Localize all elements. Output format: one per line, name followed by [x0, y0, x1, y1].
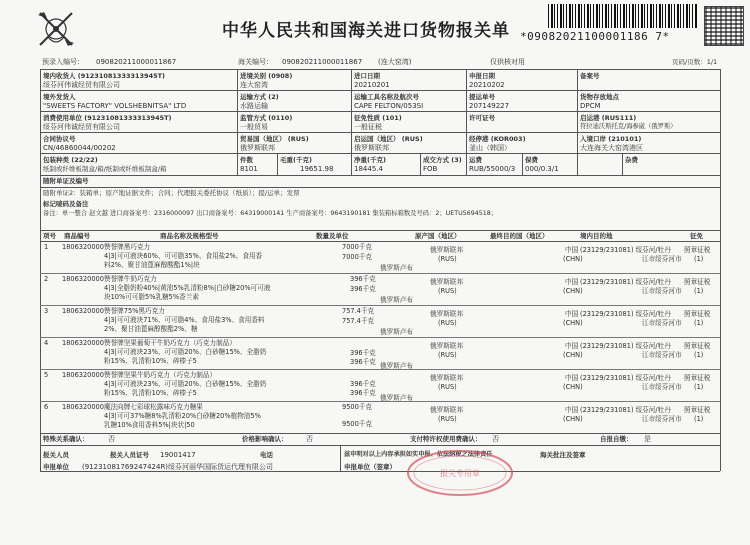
- consumer-value: 绥芬河伟诚经贸有限公司: [43, 123, 120, 131]
- goods-spec: 2%、聚甘油蓖麻醇酸酯2%、糖: [104, 325, 198, 333]
- goods-domestic: 江市绥芬河市: [642, 319, 682, 327]
- goods-domestic: (23129/231081) 绥芬河/牡丹: [580, 374, 671, 382]
- docs-label: 随附单证及编号: [43, 177, 89, 185]
- declare-date-label: 申报日期: [469, 72, 495, 80]
- liability-statement: 兹申明对以上内容承担如实申报、依法纳税之法律责任: [344, 451, 493, 458]
- count-label: 件数: [240, 156, 253, 164]
- marks-value: 备注：单一整合 赵文越 进口商备案号：2316000097 出口商备案号：64319000141 生产商备案号：9643190181 集装箱标箱数及号码：2；UETU5694518；: [43, 210, 498, 217]
- goods-qty: 7000千克: [342, 243, 372, 251]
- goods-code: 1806320000: [62, 307, 104, 315]
- goods-row-divider: [40, 305, 720, 306]
- goods-row-divider: [40, 337, 720, 338]
- goods-code: 1806320000: [62, 275, 104, 283]
- goods-tax: 照章征税: [684, 342, 711, 350]
- goods-header-domestic: 境内目的地: [580, 232, 613, 240]
- goods-qty: 9500千克: [342, 420, 372, 428]
- goods-final-code: (CHN): [563, 287, 583, 295]
- goods-qty: 396千克: [350, 349, 376, 357]
- goods-final: 中国: [565, 374, 579, 382]
- origin-port-label: 启运港 (RUS111): [580, 114, 637, 122]
- table-border-bottom: [40, 471, 720, 472]
- goods-qty: 7000千克: [342, 253, 372, 261]
- deal-mode-value: FOB: [423, 165, 438, 173]
- goods-header-no: 项号: [43, 232, 56, 240]
- row-divider: [40, 241, 720, 242]
- col-divider: [237, 69, 238, 175]
- goods-origin-code: (RUS): [438, 319, 457, 327]
- goods-tax: 照章征税: [684, 278, 711, 286]
- goods-qty: 396千克: [350, 285, 376, 293]
- goods-origin-code: (RUS): [438, 255, 457, 263]
- goods-spec: 乳糖10%食用香料5%|块状|50: [104, 421, 195, 429]
- goods-final: 中国: [565, 310, 579, 318]
- row-divider: [40, 445, 720, 446]
- col-divider: [466, 69, 467, 175]
- supervision-value: 一般贸易: [240, 123, 268, 131]
- import-date-label: 进口日期: [354, 72, 380, 80]
- insurance-value: 000/0.3/1: [525, 165, 559, 173]
- goods-tax: 照章征税: [684, 246, 711, 254]
- goods-spec: 4|3|可可液块23%、可可脂20%、白砂糖15%、全脂奶: [104, 380, 267, 388]
- table-border-left: [40, 69, 41, 471]
- docs-value: 随附单证2：装箱单；原产地证据文件；合同；代理报关委托协议（纸质）；提/运单；发票: [43, 189, 300, 197]
- package-label: 包装种类 (22/22): [43, 156, 98, 164]
- royalty-value: 否: [492, 435, 499, 443]
- trade-country-label: 贸易国（地区） (RUS): [240, 135, 309, 143]
- consumer-label: 消费使用单位 (91231081333313945T): [43, 114, 172, 122]
- goods-currency: 俄罗斯卢布: [380, 296, 413, 304]
- supervision-label: 监管方式 (0110): [240, 114, 293, 122]
- package-value: 纸制或纤维板制盒/箱/纸制或纤维板制盒/箱: [43, 165, 167, 173]
- document-title: 中华人民共和国海关进口货物报关单: [222, 21, 510, 41]
- gross-weight-value: 19651.98: [300, 165, 334, 173]
- origin-port-value: 符拉迪沃斯托克/海参崴（俄罗斯）: [580, 123, 677, 130]
- row-divider: [40, 230, 720, 231]
- transport-label: 运输方式 (2): [240, 93, 279, 101]
- goods-tax-code: (1): [694, 319, 704, 327]
- goods-final: 中国: [565, 406, 579, 414]
- goods-origin: 俄罗斯联邦: [430, 406, 463, 414]
- goods-spec: 4|3|可可液块60%、可可脂35%、食用盐2%、食用香: [104, 252, 263, 260]
- goods-name: 赞誉牌75%黑巧克力: [104, 307, 165, 315]
- goods-final-code: (CHN): [563, 255, 583, 263]
- goods-tax-code: (1): [694, 415, 704, 423]
- goods-origin-code: (RUS): [438, 287, 457, 295]
- goods-name: 赞誉牌黑巧克力: [104, 243, 151, 251]
- goods-origin: 俄罗斯联邦: [430, 310, 463, 318]
- col-divider: [340, 445, 341, 471]
- freight-label: 运费: [469, 156, 482, 164]
- goods-spec: 粉15%、乳清粉10%、碎榛子5: [104, 357, 197, 365]
- goods-no: 2: [44, 275, 49, 283]
- prerecord-label: 预录入编号：: [42, 58, 84, 66]
- prerecord-number: 090820211000011867: [96, 58, 177, 66]
- goods-tax: 照章征税: [684, 310, 711, 318]
- royalty-label: 支付特许权使用费确认：: [410, 435, 482, 443]
- misc-fee-label: 杂费: [625, 156, 638, 164]
- declare-date-value: 20210202: [469, 81, 505, 89]
- row-divider: [40, 187, 720, 188]
- goods-spec: 块10%可可脂5%乳糖5%香兰素: [104, 293, 199, 301]
- goods-qty: 396千克: [350, 358, 376, 366]
- col-divider: [420, 153, 421, 175]
- goods-origin: 俄罗斯联邦: [430, 342, 463, 350]
- goods-header-qty: 数量及单位: [316, 232, 349, 240]
- import-date-value: 20210201: [354, 81, 390, 89]
- marks-label: 标记唛码及备注: [43, 200, 89, 208]
- goods-qty: 9500千克: [342, 403, 372, 411]
- goods-name: 赞誉牌坚果葡萄干牛奶巧克力（巧克力制品）: [104, 339, 236, 347]
- tax-nature-label: 征免性质 (101): [354, 114, 402, 122]
- depart-country-value: 俄罗斯联邦: [354, 144, 389, 152]
- col-divider: [577, 69, 578, 175]
- goods-code: 1806320000: [62, 403, 104, 411]
- goods-origin-code: (RUS): [438, 415, 457, 423]
- goods-spec: 4|3|可可37%糖8%乳清粉20%白砂糖20%植物油5%: [104, 412, 261, 420]
- goods-domestic: (23129/231081) 绥芬河/牡丹: [580, 246, 671, 254]
- goods-row-divider: [40, 273, 720, 274]
- special-relation-label: 特殊关系确认：: [43, 435, 89, 443]
- goods-currency: 俄罗斯卢布: [380, 394, 413, 402]
- row-divider: [40, 153, 720, 154]
- goods-qty: 396千克: [350, 380, 376, 388]
- entry-place-label: 入境口岸 (210101): [580, 135, 642, 143]
- declarer-label: 报关人员: [43, 451, 69, 459]
- license-label: 许可证号: [469, 114, 495, 122]
- goods-tax-code: (1): [694, 255, 704, 263]
- goods-no: 6: [44, 403, 49, 411]
- storage-value: DPCM: [580, 102, 601, 110]
- barcode-text: *09082021100001186 7*: [520, 30, 670, 43]
- bill-label: 提运单号: [469, 93, 495, 101]
- goods-domestic: (23129/231081) 绥芬河/牡丹: [580, 342, 671, 350]
- goods-qty: 757.4千克: [342, 317, 375, 325]
- goods-no: 5: [44, 371, 49, 379]
- goods-domestic: 江市绥芬河市: [642, 287, 682, 295]
- consignee-value: 绥芬河伟诚经贸有限公司: [43, 81, 120, 89]
- goods-no: 4: [44, 339, 49, 347]
- goods-tax-code: (1): [694, 287, 704, 295]
- declare-unit-seal-label: 申报单位（签章）: [344, 463, 396, 471]
- entry-port-value: 连大窑湾: [240, 81, 268, 89]
- phone-label: 电话: [260, 451, 273, 459]
- goods-code: 1806320000: [62, 371, 104, 379]
- row-divider: [40, 175, 720, 176]
- goods-header-origin: 原产国（地区）: [415, 232, 461, 240]
- customs-emblem-icon: [34, 7, 78, 51]
- contract-label: 合同协议号: [43, 135, 76, 143]
- declarer-cert-value: 19001417: [160, 451, 196, 459]
- goods-currency: 俄罗斯卢布: [380, 328, 413, 336]
- goods-final-code: (CHN): [563, 319, 583, 327]
- goods-qty: 396千克: [350, 389, 376, 397]
- goods-domestic: (23129/231081) 绥芬河/牡丹: [580, 310, 671, 318]
- storage-label: 货物存放地点: [580, 93, 619, 101]
- vessel-label: 运输工具名称及航次号: [354, 93, 419, 101]
- goods-origin: 俄罗斯联邦: [430, 278, 463, 286]
- record-number-label: 备案号: [580, 72, 600, 80]
- gross-weight-label: 毛重(千克): [280, 156, 312, 164]
- goods-domestic: (23129/231081) 绥芬河/牡丹: [580, 406, 671, 414]
- company-seal-stamp: [405, 448, 515, 498]
- net-weight-label: 净重(千克): [354, 156, 386, 164]
- goods-name: 赞誉牌坚果牛奶巧克力（巧克力制品）: [104, 371, 217, 379]
- contract-value: CN/46860044/00202: [43, 144, 116, 152]
- customs-number-label: 海关编号：: [238, 58, 273, 66]
- entry-place-value: 大连海关大窑湾港区: [580, 144, 643, 152]
- goods-tax: 照章征税: [684, 406, 711, 414]
- table-border-top: [40, 69, 720, 70]
- goods-no: 1: [44, 243, 49, 251]
- goods-final-code: (CHN): [563, 351, 583, 359]
- row-divider: [40, 132, 720, 133]
- verify-note: 仅供核对用: [490, 58, 525, 66]
- row-divider: [40, 433, 720, 434]
- goods-domestic: 江市绥芬河市: [642, 383, 682, 391]
- page-info: 页码/页数：1/1: [672, 58, 718, 66]
- customs-review-label: 海关批注及签章: [540, 451, 586, 459]
- count-value: 8101: [240, 165, 258, 173]
- net-weight-value: 18445.4: [354, 165, 383, 173]
- goods-origin: 俄罗斯联邦: [430, 374, 463, 382]
- declare-unit-label: 申报单位: [43, 463, 69, 471]
- entry-port-label: 进境关别 (0908): [240, 72, 293, 80]
- port-tag: (连大窑湾): [378, 58, 412, 66]
- col-divider: [522, 153, 523, 175]
- bill-value: 207149227: [469, 102, 510, 110]
- consignor-label: 境外发货人: [43, 93, 76, 101]
- goods-final-code: (CHN): [563, 383, 583, 391]
- declarer-cert-label: 报关人员证号: [110, 451, 149, 459]
- goods-origin-code: (RUS): [438, 383, 457, 391]
- goods-code: 1806320000: [62, 339, 104, 347]
- goods-final: 中国: [565, 246, 579, 254]
- consignee-label: 境内收货人 (91231081333313945T): [43, 72, 166, 80]
- price-impact-label: 价格影响确认：: [242, 435, 288, 443]
- seal-text: 报关专用章: [440, 469, 480, 478]
- goods-qty: 757.4千克: [342, 307, 375, 315]
- goods-tax-code: (1): [694, 383, 704, 391]
- col-divider: [277, 153, 278, 175]
- goods-header-name: 商品名称及规格型号: [160, 232, 219, 240]
- goods-domestic: (23129/231081) 绥芬河/牡丹: [580, 278, 671, 286]
- goods-name: 赞誉牌牛奶巧克力: [104, 275, 157, 283]
- goods-tax: 照章征税: [684, 374, 711, 382]
- transport-value: 水路运输: [240, 102, 268, 110]
- goods-spec: 4|3|可可液块23%、可可脂20%、白砂糖15%、全脂奶: [104, 348, 267, 356]
- self-declare-label: 自报自缴：: [600, 435, 633, 443]
- goods-header-tax: 征免: [690, 232, 703, 240]
- goods-tax-code: (1): [694, 351, 704, 359]
- goods-domestic: 江市绥芬河市: [642, 415, 682, 423]
- col-divider: [351, 69, 352, 175]
- goods-qty: 396千克: [350, 275, 376, 283]
- col-divider: [622, 153, 623, 175]
- barcode-graphic: [548, 4, 698, 28]
- goods-currency: 俄罗斯卢布: [380, 264, 413, 272]
- transit-port-label: 经停港 (KOR003): [469, 135, 526, 143]
- goods-no: 3: [44, 307, 49, 315]
- goods-domestic: 江市绥芬河市: [642, 351, 682, 359]
- goods-final: 中国: [565, 278, 579, 286]
- goods-final-code: (CHN): [563, 415, 583, 423]
- declare-unit-value: (91231081769247424R)绥芬河丽华国际货运代理有限公司: [82, 463, 274, 471]
- vessel-value: CAPE FELTON/053SI: [354, 102, 424, 110]
- price-impact-value: 否: [306, 435, 313, 443]
- goods-spec: 4|3|可可液块71%、可可脂4%、食用盐3%、食用香料: [104, 316, 265, 324]
- row-divider: [40, 111, 720, 112]
- goods-domestic: 江市绥芬河市: [642, 255, 682, 263]
- goods-header-code: 商品编号: [64, 232, 90, 240]
- trade-country-value: 俄罗斯联邦: [240, 144, 275, 152]
- goods-spec: 粉15%、乳清粉10%、碎榛子5: [104, 389, 197, 397]
- row-divider: [40, 90, 720, 91]
- transit-port-value: 釜山（韩国）: [469, 144, 511, 152]
- qr-code-icon: [704, 6, 744, 46]
- insurance-label: 保费: [525, 156, 538, 164]
- goods-origin-code: (RUS): [438, 351, 457, 359]
- goods-code: 1806320000: [62, 243, 104, 251]
- goods-origin: 俄罗斯联邦: [430, 246, 463, 254]
- consignor-value: "SWEETS FACTORY" VOLSHEBNITSA" LTD: [43, 102, 187, 110]
- goods-name: 魔法向牌七彩球松露味巧克力糖果: [104, 403, 203, 411]
- self-declare-value: 是: [644, 435, 651, 443]
- special-relation-value: 否: [108, 435, 115, 443]
- customs-number: 090820211000011867: [282, 58, 363, 66]
- goods-spec: 料2%、聚甘油蓖麻醇酸酯1%|块: [104, 261, 200, 269]
- goods-header-final: 最终目的国（地区）: [490, 232, 549, 240]
- depart-country-label: 启运国（地区） (RUS): [354, 135, 423, 143]
- tax-nature-value: 一般征税: [354, 123, 382, 131]
- deal-mode-label: 成交方式 (3): [423, 156, 462, 164]
- freight-value: RUB/55000/3: [469, 165, 516, 173]
- table-border-right: [720, 69, 721, 471]
- goods-spec: 4|3|全脂奶粉40%|黄油5%乳清粉8%|白砂糖20%可可液: [104, 284, 271, 292]
- goods-currency: 俄罗斯卢布: [380, 362, 413, 370]
- goods-final: 中国: [565, 342, 579, 350]
